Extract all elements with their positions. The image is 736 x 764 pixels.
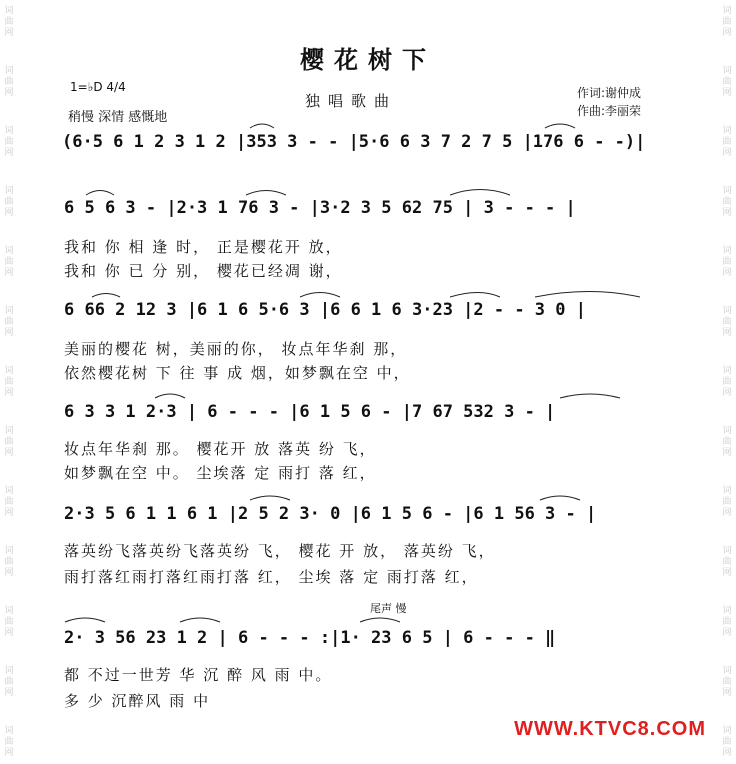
watermark-text: 词 曲 网 [4, 426, 14, 458]
composer-credit: 作曲:李丽荣 [577, 104, 642, 118]
slur-mark [535, 292, 640, 298]
lyric-line: 妆点年华刹 那。 樱花开 放 落英 纷 飞， [64, 440, 377, 458]
score-line-4: 6 3 3 1 2·3 | 6 - - - |6 1 5 6 - |7 67 532 3 - | [64, 402, 556, 422]
watermark-text: 词 曲 网 [4, 6, 14, 38]
watermark-text: 词 曲 网 [4, 486, 14, 518]
slur-mark [250, 124, 274, 128]
left-watermark-column [0, 0, 18, 764]
slur-mark [450, 293, 500, 298]
lyric-line: 我和 你 已 分 别， 樱花已经凋 谢， [64, 262, 343, 280]
watermark-text: 词 曲 网 [722, 666, 732, 698]
lyric-line: 落英纷飞落英纷飞落英纷 飞， 樱花 开 放， 落英纷 飞， [64, 542, 496, 560]
watermark-text: 词 曲 网 [722, 186, 732, 218]
slur-mark [92, 294, 120, 298]
lyric-line: 如梦飘在空 中。 尘埃落 定 雨打 落 红， [64, 464, 377, 482]
right-watermark-column [718, 0, 736, 764]
lyric-line: 多 少 沉醉风 雨 中 [64, 692, 211, 710]
watermark-text: 词 曲 网 [4, 666, 14, 698]
slur-mark [65, 618, 105, 622]
watermark-text: 词 曲 网 [722, 6, 732, 38]
score-line-1: (6·5 6 1 2 3 1 2 |353 3 - - |5·6 6 3 7 2 7 5 |176 6 - -)| [62, 132, 646, 152]
watermark-text: 词 曲 网 [4, 306, 14, 338]
slur-mark [360, 618, 400, 622]
watermark-text: 词 曲 网 [722, 66, 732, 98]
lyric-line: 我和 你 相 逢 时， 正是樱花开 放， [64, 238, 343, 256]
watermark-text: 词 曲 网 [4, 726, 14, 758]
slur-mark [86, 191, 114, 196]
watermark-text: 词 曲 网 [4, 66, 14, 98]
score-line-5: 2·3 5 6 1 1 6 1 |2 5 2 3· 0 |6 1 5 6 - |6 1 56 3 - | [64, 504, 597, 524]
watermark-text: 词 曲 网 [722, 306, 732, 338]
slur-mark [450, 190, 510, 196]
score-line-2: 6 5 6 3 - |2·3 1 76 3 - |3·2 3 5 62 75 | 3 - - - | [64, 198, 576, 218]
watermark-text: 词 曲 网 [722, 606, 732, 638]
slur-mark [560, 394, 620, 398]
lyric-line: 都 不过一世芳 华 沉 醉 风 雨 中。 [64, 666, 333, 684]
watermark-text: 词 曲 网 [4, 366, 14, 398]
score-line-3: 6 66 2 12 3 |6 1 6 5·6 3 |6 6 1 6 3·23 |2 - - 3 0 | [64, 300, 586, 320]
lyric-line: 美丽的樱花 树，美丽的你， 妆点年华刹 那， [64, 340, 408, 358]
watermark-text: 词 曲 网 [4, 246, 14, 278]
watermark-text: 词 曲 网 [4, 546, 14, 578]
watermark-text: 词 曲 网 [722, 486, 732, 518]
slur-mark [545, 124, 575, 128]
slur-mark [180, 618, 220, 622]
watermark-text: 词 曲 网 [4, 126, 14, 158]
key-signature: 1=♭D 4/4 [70, 80, 126, 94]
slur-mark [540, 496, 580, 500]
watermark-text: 词 曲 网 [722, 126, 732, 158]
coda-tempo-mark: 尾声 慢 [370, 602, 407, 615]
site-url[interactable]: WWW.KTVC8.COM [514, 718, 706, 740]
song-title: 樱花树下 [300, 45, 436, 74]
slur-mark [246, 191, 286, 196]
slur-mark [250, 496, 290, 500]
lyric-line: 雨打落红雨打落红雨打落 红， 尘埃 落 定 雨打落 红， [64, 568, 479, 586]
watermark-text: 词 曲 网 [722, 726, 732, 758]
tempo-marking: 稍慢 深情 感慨地 [68, 110, 168, 125]
lyricist-credit: 作词:谢仲成 [577, 86, 642, 100]
slur-mark [155, 394, 185, 398]
watermark-text: 词 曲 网 [722, 246, 732, 278]
watermark-text: 词 曲 网 [722, 546, 732, 578]
score-line-6: 2· 3 56 23 1 2 | 6 - - - :|1· 23 6 5 | 6 - - - ‖ [64, 628, 556, 648]
watermark-text: 词 曲 网 [722, 366, 732, 398]
watermark-text: 词 曲 网 [4, 606, 14, 638]
slur-mark [300, 293, 340, 298]
song-genre: 独唱歌曲 [305, 92, 398, 110]
watermark-text: 词 曲 网 [722, 426, 732, 458]
lyric-line: 依然樱花树 下 往 事 成 烟，如梦飘在空 中， [64, 364, 411, 382]
watermark-text: 词 曲 网 [4, 186, 14, 218]
